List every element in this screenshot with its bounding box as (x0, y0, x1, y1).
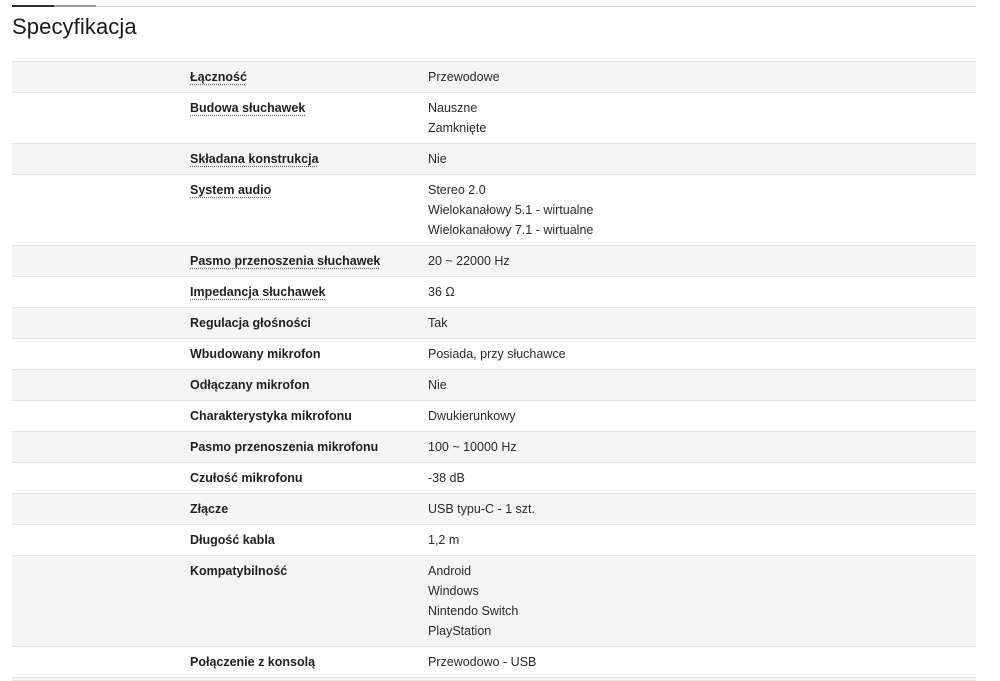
spec-value-console-connection (428, 644, 976, 677)
spec-value-line: Nie (428, 378, 447, 392)
spec-value-mic-pattern (428, 398, 976, 431)
spec-row-mic-pattern (12, 401, 976, 432)
spec-row-audio-system (12, 175, 976, 246)
spec-value-line: Przewodowe (428, 70, 500, 84)
spec-value-line: Przewodowo - USB (428, 655, 537, 669)
section-divider (12, 6, 976, 7)
spec-value-line: Nintendo Switch (428, 604, 519, 618)
spec-value-compatibility (428, 553, 976, 646)
spec-label-detachable-mic: Odłączany mikrofon (190, 378, 310, 392)
spec-value-audio-system (428, 172, 976, 245)
spec-value-line: 20 ~ 22000 Hz (428, 254, 510, 268)
spec-label-mic-sensitivity: Czułość mikrofonu (190, 471, 303, 485)
spec-value-line: Windows (428, 584, 479, 598)
spec-label-foldable[interactable]: Składana konstrukcja (190, 152, 319, 166)
spec-value-connectivity (428, 59, 976, 92)
spec-value-cable-length (428, 522, 976, 555)
spec-value-line: Tak (428, 316, 448, 330)
spec-value-headphone-design (428, 90, 976, 143)
spec-value-line: USB typu-C - 1 szt. (428, 502, 535, 516)
spec-value-volume-control (428, 305, 976, 338)
spec-label-connectivity[interactable]: Łączność (190, 70, 247, 84)
spec-label-built-in-mic: Wbudowany mikrofon (190, 347, 321, 361)
spec-value-line: Dwukierunkowy (428, 409, 516, 423)
spec-label-volume-control: Regulacja głośności (190, 316, 311, 330)
spec-row-headphone-design (12, 93, 976, 144)
spec-row-foldable (12, 144, 976, 175)
spec-row-headphone-frequency (12, 246, 976, 277)
spec-value-line: 36 Ω (428, 285, 455, 299)
spec-row-volume-control (12, 308, 976, 339)
spec-value-built-in-mic (428, 336, 976, 369)
spec-value-line: Wielokanałowy 7.1 - wirtualne (428, 223, 594, 237)
spec-value-connector (428, 491, 976, 524)
spec-row-connector (12, 494, 976, 525)
tab-indicator-secondary (54, 5, 96, 7)
spec-table (12, 61, 976, 681)
spec-value-line: Nauszne (428, 101, 478, 115)
spec-label-mic-frequency: Pasmo przenoszenia mikrofonu (190, 440, 379, 454)
spec-value-line: Posiada, przy słuchawce (428, 347, 566, 361)
spec-value-line: Nie (428, 152, 447, 166)
spec-label-console-connection: Połączenie z konsolą (190, 655, 316, 669)
spec-row-connectivity (12, 62, 976, 93)
spec-label-mic-pattern: Charakterystyka mikrofonu (190, 409, 352, 423)
spec-value-impedance (428, 274, 976, 307)
spec-label-audio-system[interactable]: System audio (190, 183, 272, 197)
spec-label-connector: Złącze (190, 502, 229, 516)
spec-value-mic-frequency (428, 429, 976, 462)
spec-value-line: 1,2 m (428, 533, 460, 547)
spec-row-mic-sensitivity (12, 463, 976, 494)
spec-value-line: PlayStation (428, 624, 492, 638)
spec-value-mic-sensitivity (428, 460, 976, 493)
spec-value-line: -38 dB (428, 471, 465, 485)
spec-row-console-connection (12, 647, 976, 678)
spec-label-headphone-design[interactable]: Budowa słuchawek (190, 101, 306, 115)
spec-value-line: Stereo 2.0 (428, 183, 486, 197)
spec-value-detachable-mic (428, 367, 976, 400)
spec-value-line: Android (428, 564, 472, 578)
spec-value-foldable (428, 141, 976, 174)
spec-value-line: Wielokanałowy 5.1 - wirtualne (428, 203, 594, 217)
spec-row-built-in-mic (12, 339, 976, 370)
spec-label-cable-length: Długość kabla (190, 533, 275, 547)
spec-row-detachable-mic (12, 370, 976, 401)
spec-label-impedance[interactable]: Impedancja słuchawek (190, 285, 326, 299)
spec-row-compatibility (12, 556, 976, 647)
spec-label-compatibility: Kompatybilność (190, 564, 288, 578)
spec-row-mic-frequency (12, 432, 976, 463)
spec-row-cable-length (12, 525, 976, 556)
page-title: Specyfikacja (12, 14, 137, 39)
spec-label-headphone-frequency[interactable]: Pasmo przenoszenia słuchawek (190, 254, 381, 268)
spec-value-line: 100 ~ 10000 Hz (428, 440, 517, 454)
spec-row-impedance (12, 277, 976, 308)
spec-value-headphone-frequency (428, 243, 976, 276)
spec-value-line: Zamknięte (428, 121, 487, 135)
